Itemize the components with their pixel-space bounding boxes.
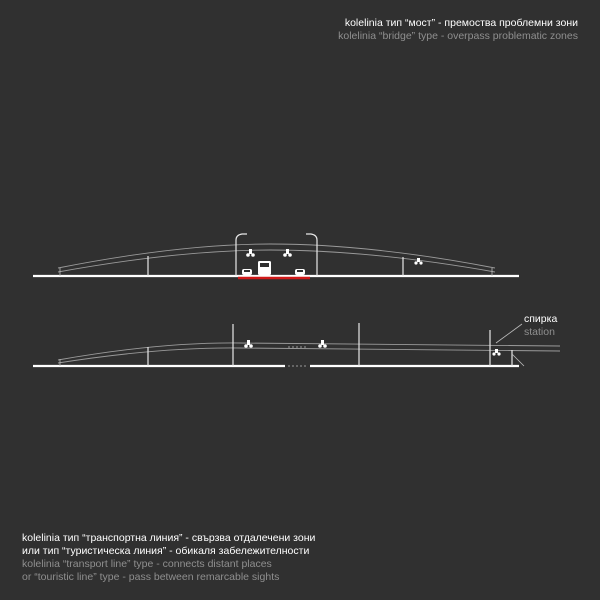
bridge-section bbox=[33, 234, 519, 278]
transport-section bbox=[33, 323, 560, 366]
station-ramp bbox=[512, 354, 524, 366]
cyclist-icon bbox=[244, 340, 253, 348]
car-icon bbox=[295, 269, 305, 275]
bridge-deck-lower bbox=[58, 250, 495, 272]
transport-caption-en-1: kolelinia “transport line” type - connects distant places bbox=[22, 558, 272, 570]
truck-icon bbox=[258, 261, 271, 275]
car-icon bbox=[242, 269, 252, 275]
transport-deck-upper bbox=[58, 343, 560, 360]
bridge-type-caption bbox=[338, 17, 578, 43]
transport-deck-lower bbox=[58, 348, 560, 363]
transport-caption-bg-2: или тип “туристическа линия” - обикаля забележителности bbox=[22, 545, 310, 557]
station-label-en: station bbox=[524, 326, 555, 338]
transport-caption-bg-1: kolelinia тип “транспортна линия” - свързва отдалечени зони bbox=[22, 532, 316, 544]
station-label bbox=[524, 313, 557, 339]
transport-caption-en-2: or “touristic line” type - pass between remarcable sights bbox=[22, 571, 280, 583]
bridge-caption-en: kolelinia “bridge” type - overpass problematic zones bbox=[338, 30, 578, 42]
transport-type-caption bbox=[22, 532, 315, 584]
bridge-deck-upper bbox=[58, 244, 495, 268]
bridge-caption-bg: kolelinia тип “мост” - премоства проблемни зони bbox=[344, 17, 578, 29]
station-label-bg: спирка bbox=[524, 313, 558, 325]
station-leader bbox=[496, 324, 522, 343]
cyclist-icon bbox=[414, 258, 422, 265]
bridge-lamp-post bbox=[306, 234, 317, 276]
